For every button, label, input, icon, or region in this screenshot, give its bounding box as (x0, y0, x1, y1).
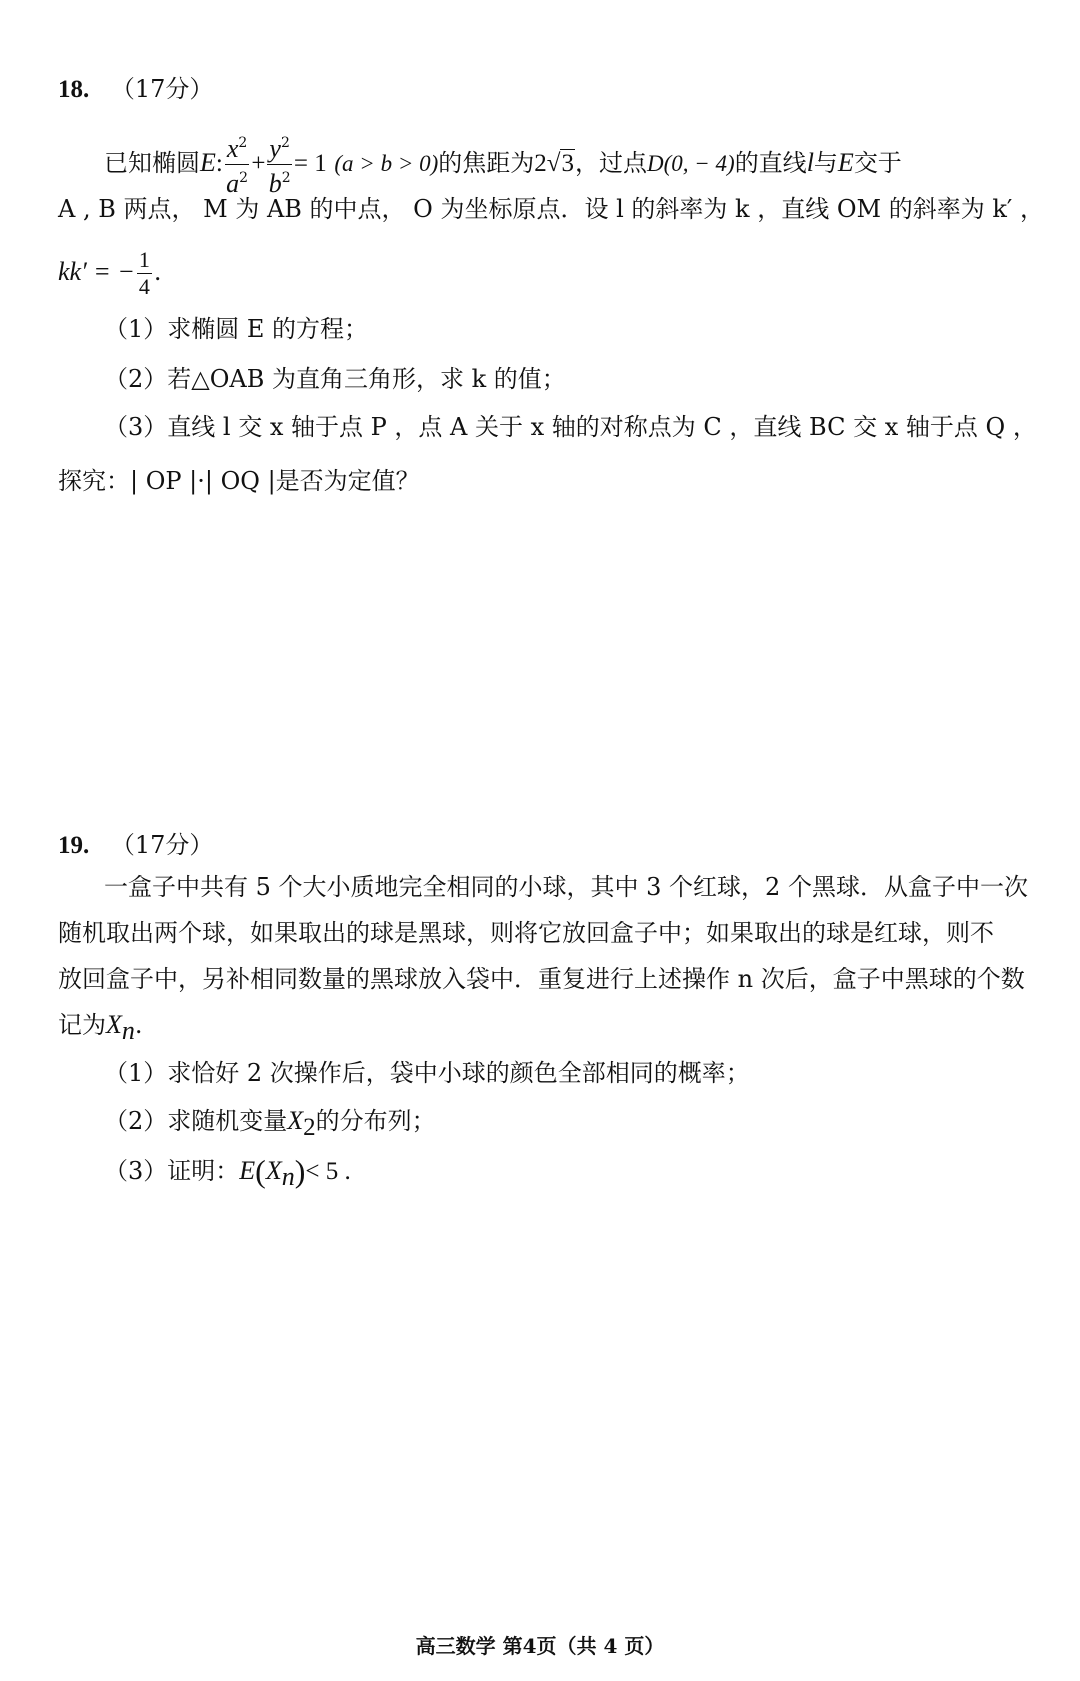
q18-text: 交于 (853, 149, 902, 177)
q19-part1: （1）求恰好 2 次操作后，袋中小球的颜色全部相同的概率； (104, 1059, 750, 1087)
q19-part3 (104, 1154, 351, 1194)
fraction-x2-a2 (225, 130, 249, 199)
sup-2: 2 (238, 135, 248, 151)
math-eq1: = 1 (293, 150, 327, 177)
math-point-D: D(0, − 4) (646, 151, 735, 176)
fraction-1-4 (137, 247, 152, 300)
sup-2: 2 (280, 135, 290, 151)
math-colon: : (215, 150, 223, 177)
q18-text: 与 (813, 149, 838, 177)
q19-part2 (104, 1104, 436, 1145)
math-X: X (106, 1010, 122, 1039)
q18-part3-line1: （3）直线 l 交 x 轴于点 P ，点 A 关于 x 轴的对称点为 C ，直线 BC 交 x 轴于点 Q ， (104, 413, 1037, 441)
sup-2: 2 (239, 170, 249, 186)
q19-score: （17分） (110, 831, 214, 859)
q18-stem-line1 (104, 130, 902, 199)
q18-stem-line3 (58, 246, 162, 300)
fraction-y2-b2 (267, 130, 291, 199)
math-1: 1 (138, 247, 150, 272)
math-lt5: < 5 . (305, 1158, 351, 1185)
q19-line4 (58, 1008, 143, 1048)
math-b: b (268, 169, 282, 198)
math-kk: kk′ = − (58, 257, 135, 286)
math-X: X (265, 1156, 282, 1185)
math-y: y (269, 134, 281, 163)
q19-text: 记为 (58, 1011, 106, 1039)
math-l: l (806, 148, 814, 177)
math-3: 3 (561, 150, 574, 177)
math-x: x (226, 134, 239, 163)
q19-text: （3）证明： (104, 1157, 240, 1185)
q18-text: 已知椭圆 (104, 149, 200, 177)
math-plus: + (251, 150, 266, 177)
q19-text: 的分布列； (315, 1107, 436, 1135)
q18-header (58, 72, 213, 107)
q18-text: ，过点 (574, 149, 647, 177)
math-4: 4 (138, 274, 150, 299)
q18-text: 的焦距为 (438, 149, 535, 177)
sup-2: 2 (281, 170, 291, 186)
q18-stem-line2: A , B 两点， M 为 AB 的中点， O 为坐标原点．设 l 的斜率为 k ，直线 OM 的斜率为 k′ ， (58, 195, 1044, 223)
page-footer: 高三数学 第4页（共 4 页） (415, 1634, 665, 1658)
q19-line2: 随机取出两个球，如果取出的球是黑球，则将它放回盒子中；如果取出的球是红球，则不 (58, 919, 994, 947)
math-E: E (200, 148, 216, 177)
q18-part1: （1）求椭圆 E 的方程； (104, 315, 369, 343)
q19-number: 19. (58, 832, 90, 859)
sqrt-3: √3 (546, 150, 574, 177)
sub-n: n (281, 1162, 295, 1191)
math-E: E (239, 1156, 256, 1185)
math-dot: . (153, 258, 162, 286)
q19-line1: 一盒子中共有 5 个大小质地完全相同的小球，其中 3 个红球，2 个黑球．从盒子中一次 (104, 873, 1028, 901)
math-paren-left: ( (255, 1153, 266, 1189)
q18-number: 18. (58, 76, 90, 103)
math-X: X (287, 1106, 304, 1135)
math-E: E (837, 148, 854, 177)
sub-n: n (121, 1016, 135, 1045)
q18-score: （17分） (110, 75, 214, 103)
math-2: 2 (534, 150, 547, 177)
q19-header (58, 828, 213, 863)
math-paren-right: ) (294, 1153, 306, 1189)
math-dot: . (134, 1011, 143, 1039)
sub-2: 2 (303, 1114, 316, 1141)
q18-text: 的直线 (734, 149, 807, 177)
math-a: a (226, 169, 240, 198)
q18-part2: （2）若△OAB 为直角三角形，求 k 的值； (104, 365, 566, 393)
q19-text: （2）求随机变量 (104, 1107, 288, 1135)
q19-line3: 放回盒子中，另补相同数量的黑球放入袋中．重复进行上述操作 n 次后，盒子中黑球的个数 (58, 965, 1025, 993)
q18-part3-line2: 探究：| OP |·| OQ |是否为定值？ (58, 467, 420, 495)
math-condition: (a > b > 0) (334, 151, 439, 176)
